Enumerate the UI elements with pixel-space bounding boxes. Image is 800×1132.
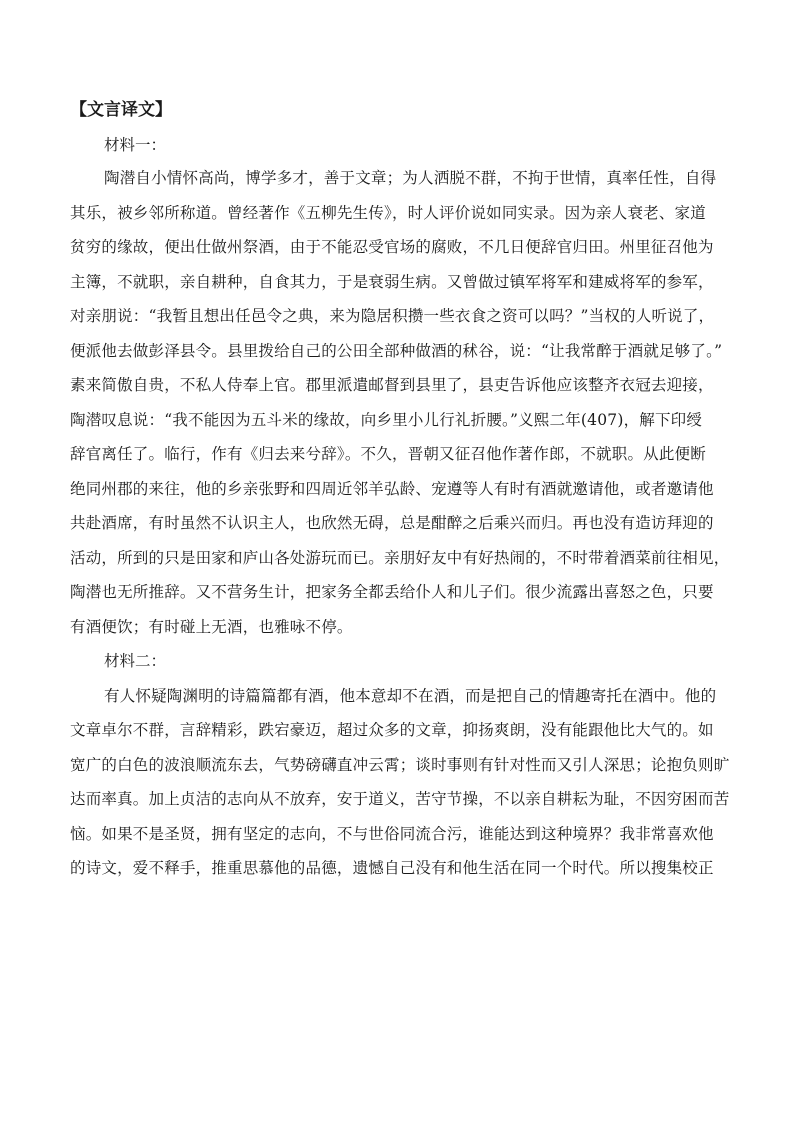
material-one-label: 材料一：	[104, 136, 167, 154]
section-heading: 【文言译文】	[70, 100, 172, 120]
material-one-line: 贫穷的缘故，便出仕做州祭酒，由于不能忍受官场的腐败，不几日便辞官归田。州里征召他为	[70, 238, 714, 256]
material-one-line: 活动，所到的只是田家和庐山各处游玩而已。亲朋好友中有好热闹的，不时带着酒菜前往相见，	[70, 548, 730, 567]
material-one-line: 陶潜自小情怀高尚，博学多才，善于文章；为人洒脱不群，不拘于世情，真率任性，自得	[104, 169, 717, 187]
material-one-line: 辞官离任了。临行，作有《归去来兮辞》。不久，晋朝又征召他作著作郎，不就职。从此便断	[70, 445, 706, 463]
material-one-line: 共赴酒席，有时虽然不认识主人，也欣然无碍，总是酣醉之后乘兴而归。再也没有造访拜迎的	[70, 514, 714, 532]
material-two-line: 恼。如果不是圣贤，拥有坚定的志向，不与世俗同流合污，谁能达到这种境界？我非常喜欢他	[70, 824, 714, 843]
material-two-line: 的诗文，爱不释手，推重思慕他的品德，遗憾自己没有和他生活在同一个时代。所以搜集校正	[70, 859, 714, 877]
material-one-line: 对亲朋说：“我暂且想出任邑令之典，来为隐居积攒一些衣食之资可以吗？”当权的人听说了，	[70, 307, 715, 325]
material-one-line: 陶潜叹息说：“我不能因为五斗米的缘故，向乡里小儿行礼折腰。”义熙二年(407)，解下印绶	[70, 410, 703, 429]
material-two-line: 文章卓尔不群，言辞精彩，跌宕豪迈，超过众多的文章，抑扬爽朗，没有能跟他比大气的。如	[70, 721, 714, 739]
material-two-line: 达而率真。加上贞洁的志向从不放弃，安于道义，苦守节操，不以亲自耕耘为耻，不因穷困而苦	[70, 790, 730, 808]
material-one-line: 其乐，被乡邻所称道。曾经著作《五柳先生传》，时人评价说如同实录。因为亲人衰老、家道	[70, 203, 706, 222]
material-one-line: 有酒便饮；有时碰上无酒，也雅咏不停。	[70, 617, 353, 636]
material-two-label: 材料二：	[104, 652, 167, 670]
material-one-line: 便派他去做彭泽县令。县里拨给自己的公田全部种做酒的秫谷，说：“让我常醉于酒就足够了。”	[70, 341, 723, 360]
material-two-line: 宽广的白色的波浪顺流东去，气势磅礴直冲云霄；谈时事则有针对性而又引人深思；论抱负则旷	[70, 755, 730, 774]
material-one-line: 主簿，不就职，亲自耕种，自食其力，于是衰弱生病。又曾做过镇军将军和建威将军的参军，	[70, 272, 714, 291]
material-two-line: 有人怀疑陶渊明的诗篇篇都有酒，他本意却不在酒，而是把自己的情趣寄托在酒中。他的	[104, 686, 717, 705]
material-one-line: 陶潜也无所推辞。又不营务生计，把家务全都丢给仆人和儿子们。很少流露出喜怒之色，只要	[70, 583, 714, 601]
material-one-line: 绝同州郡的来往，他的乡亲张野和四周近邻羊弘龄、宠遵等人有时有酒就邀请他，或者邀请他	[70, 479, 714, 498]
material-one-line: 素来简傲自贵，不私人侍奉上官。郡里派遣邮督到县里了，县吏告诉他应该整齐衣冠去迎接，	[70, 376, 714, 394]
